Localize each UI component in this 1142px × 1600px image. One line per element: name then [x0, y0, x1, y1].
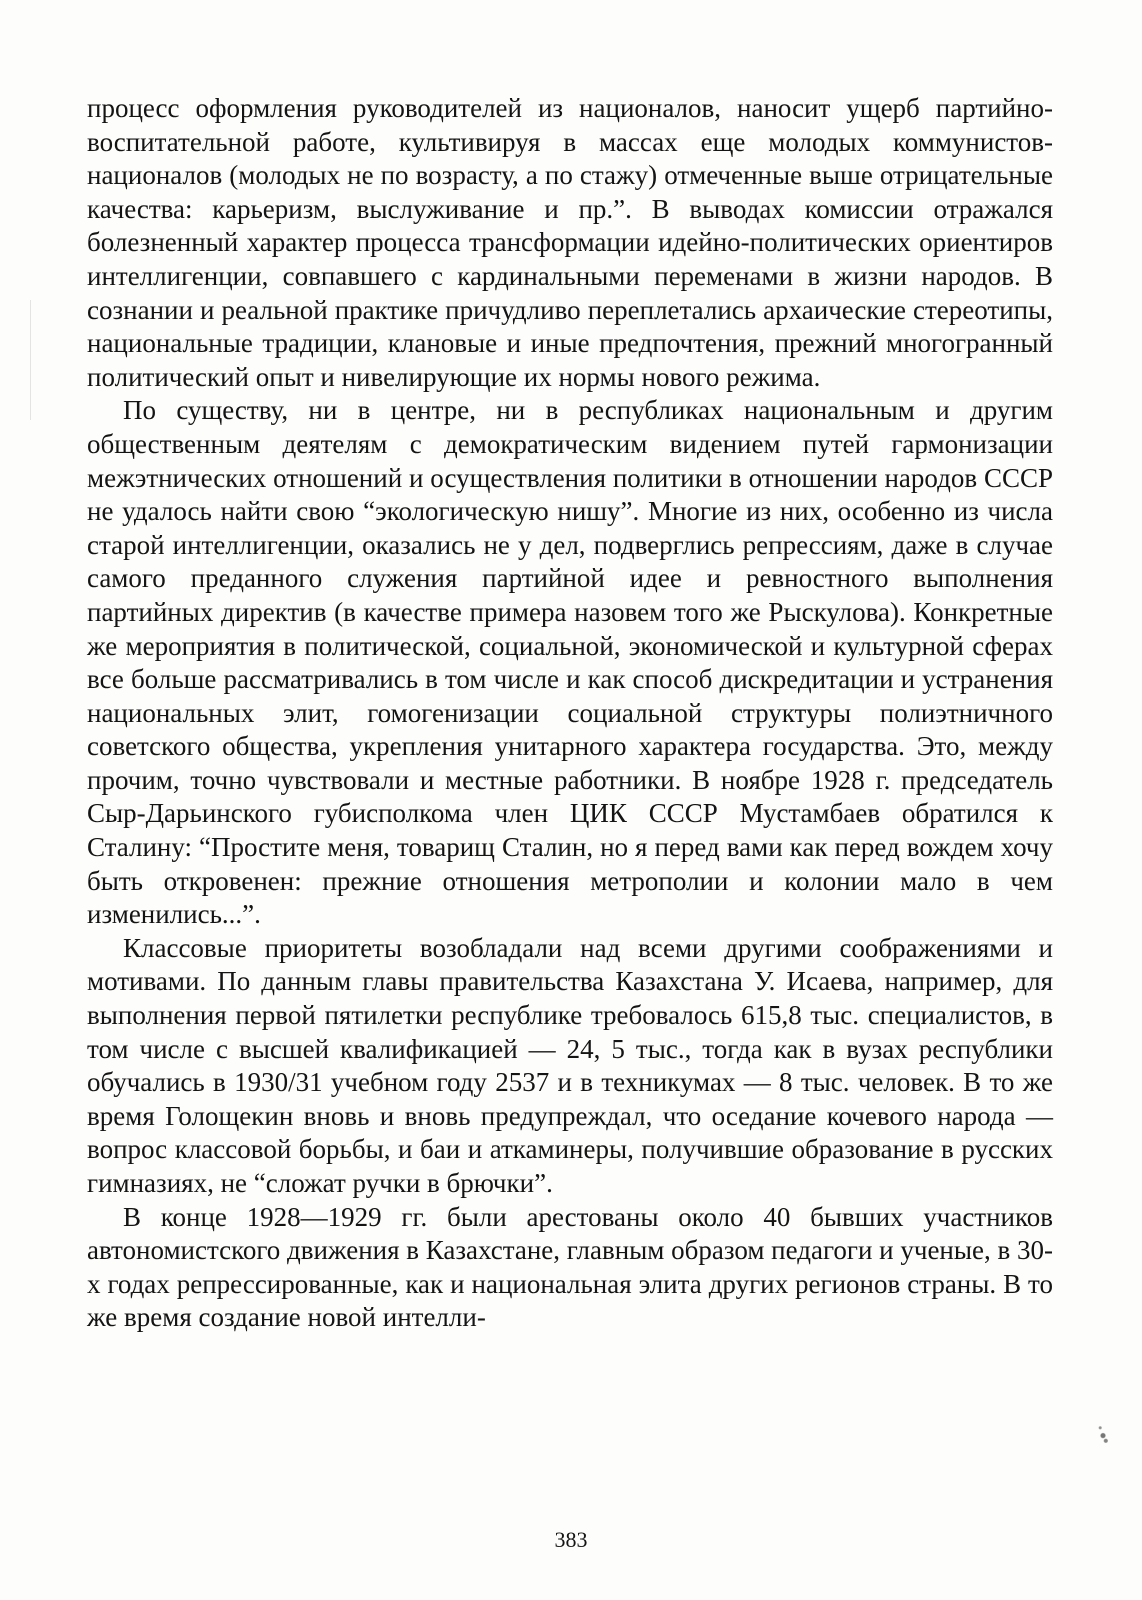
paragraph-2: По существу, ни в центре, ни в республиках национальным и другим общественным деятелям с демократическим видением путей гармонизации межэтнических отношений и осуществления политики в отношении народов СССР не удалось найти свою “экологическую нишу”. Многие из них, особенно из числа старой интеллигенции, оказались не у дел, подверглись репрессиям, даже в случае самого преданного служения партийной идее и ревностного выполнения партийных директив (в качестве примера назовем того же Рыскулова). Конкретные же мероприятия в политической, социальной, экономической и культурной сферах все больше рассматривались в том числе и как способ дискредитации и устранения национальных элит, гомогенизации социальной структуры полиэтничного советского общества, укрепления унитарного характера государства. Это, между прочим, точно чувствовали и местные работники. В ноябре 1928 г. председатель Сыр-Дарьинского губисполкома член ЦИК СССР Мустамбаев обратился к Сталину: “Простите меня, товарищ Сталин, но я перед вами как перед вождем хочу быть откровенен: прежние отношения метрополии и колонии мало в чем изменились...”.: [87, 395, 1053, 930]
paragraph-3: Классовые приоритеты возобладали над всеми другими соображениями и мотивами. По данным главы правительства Казахстана У. Исаева, например, для выполнения первой пятилетки республике требовалось 615,8 тыс. специалистов, в том числе с высшей квалификацией — 24, 5 тыс., тогда как в вузах республики обучались в 1930/31 учебном году 2537 и в техникумах — 8 тыс. человек. В то же время Голощекин вновь и вновь предупреждал, что оседание кочевого народа — вопрос классовой борьбы, и баи и аткаминеры, получившие образование в русских гимназиях, не “сложат ручки в брючки”.: [87, 932, 1053, 1198]
paragraph-1: процесс оформления руководителей из националов, наносит ущерб партийно-воспитательной работе, культивируя в массах еще молодых коммунистов-националов (молодых не по возрасту, а по стажу) отмеченные выше отрицательные качества: карьеризм, выслуживание и пр.”. В выводах комиссии отражался болезненный характер процесса трансформации идейно-политических ориентиров интеллигенции, совпавшего с кардинальными переменами в жизни народов. В сознании и реальной практике причудливо переплетались архаические стереотипы, национальные традиции, клановые и иные предпочтения, прежний многогранный политический опыт и нивелирующие их нормы нового режима.: [87, 93, 1053, 392]
scan-artifact: [30, 300, 31, 420]
page-number: 383: [554, 1527, 588, 1552]
body-text: [87, 92, 1053, 1335]
scan-speck: [1096, 1420, 1110, 1446]
paragraph-4: В конце 1928—1929 гг. были арестованы около 40 бывших участников автономистского движения в Казахстане, главным образом педагоги и ученые, в 30-х годах репрессированные, как и национальная элита других регионов страны. В то же время создание новой интелли-: [87, 1201, 1053, 1333]
